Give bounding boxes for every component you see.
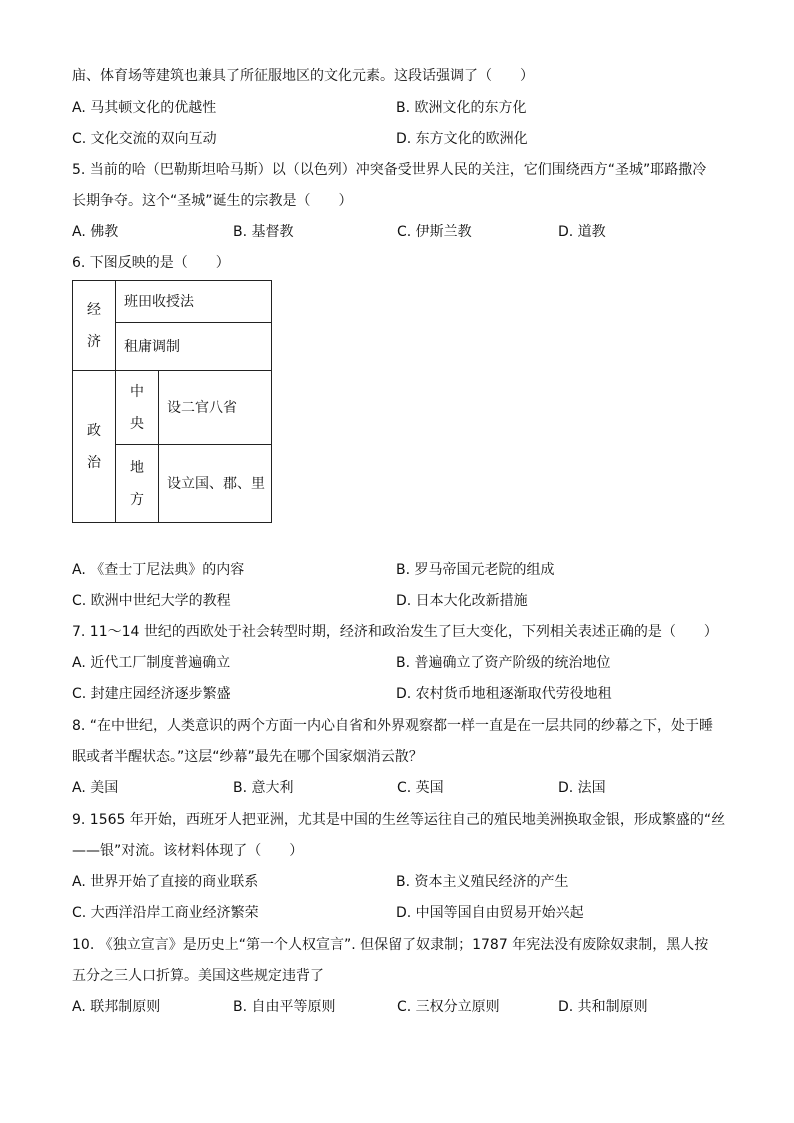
politics-label: 政治 xyxy=(87,422,101,471)
q5-stem-line2: 长期争夺。这个“圣城”诞生的宗教是（ ） xyxy=(72,193,353,209)
q5-option-b: B. 基督教 xyxy=(233,224,294,240)
q6-stem: 6. 下图反映的是（ ） xyxy=(72,255,230,271)
q10-stem-line2: 五分之三人口折算。美国这些规定违背了 xyxy=(72,968,324,984)
economy-label: 经济 xyxy=(87,301,101,350)
local-label-cell xyxy=(116,445,159,523)
q8-option-c: C. 英国 xyxy=(397,780,444,796)
q8-stem-line1: 8. “在中世纪，人类意识的两个方面一内心自省和外界观察都一样一直是在一层共同的纱幕之下，处于睡 xyxy=(72,718,714,734)
local-label: 地方 xyxy=(130,459,144,508)
q6-option-b: B. 罗马帝国元老院的组成 xyxy=(396,562,555,578)
central-item: 设二官八省 xyxy=(159,371,272,445)
q9-option-b: B. 资本主义殖民经济的产生 xyxy=(396,874,569,890)
central-label-cell xyxy=(116,371,159,445)
q4-stem-tail: 庙、体育场等建筑也兼具了所征服地区的文化元素。这段话强调了（ ） xyxy=(72,68,534,84)
q4-option-c: C. 文化交流的双向互动 xyxy=(72,131,217,147)
q7-option-c: C. 封建庄园经济逐步繁盛 xyxy=(72,686,231,702)
q10-option-a: A. 联邦制原则 xyxy=(72,999,161,1015)
economy-item-1: 班田收授法 xyxy=(116,281,272,323)
q6-option-d: D. 日本大化改新措施 xyxy=(396,593,528,609)
q9-stem-line2: ——银”对流。该材料体现了（ ） xyxy=(72,843,304,859)
economy-item-2: 租庸调制 xyxy=(116,323,272,371)
q9-stem-line1: 9. 1565 年开始，西班牙人把亚洲，尤其是中国的生丝等运往自己的殖民地美洲换取金银，形成繁盛的“丝 xyxy=(72,812,726,828)
q7-stem: 7. 11～14 世纪的西欧处于社会转型时期，经济和政治发生了巨大变化，下列相关表述正确的是（ ） xyxy=(72,624,718,640)
q5-option-a: A. 佛教 xyxy=(72,224,119,240)
q6-option-a: A. 《查士丁尼法典》的内容 xyxy=(72,562,245,578)
q5-option-d: D. 道教 xyxy=(558,224,606,240)
q8-option-d: D. 法国 xyxy=(558,780,606,796)
q8-stem-line2: 眠或者半醒状态。”这层“纱幕”最先在哪个国家烟消云散？ xyxy=(72,749,423,765)
q10-option-c: C. 三权分立原则 xyxy=(397,999,500,1015)
q9-option-d: D. 中国等国自由贸易开始兴起 xyxy=(396,905,584,921)
q8-option-b: B. 意大利 xyxy=(233,780,294,796)
q7-option-b: B. 普遍确立了资产阶级的统治地位 xyxy=(396,655,611,671)
q7-option-a: A. 近代工厂制度普遍确立 xyxy=(72,655,231,671)
central-label: 中央 xyxy=(130,383,144,432)
q6-option-c: C. 欧洲中世纪大学的教程 xyxy=(72,593,231,609)
q5-stem-line1: 5. 当前的哈（巴勒斯坦哈马斯）以（以色列）冲突备受世界人民的关注，它们围绕西方“圣城”耶路撒冷 xyxy=(72,162,707,178)
q8-option-a: A. 美国 xyxy=(72,780,119,796)
q6-reform-table xyxy=(72,280,272,523)
q4-option-a: A. 马其顿文化的优越性 xyxy=(72,100,217,116)
q7-option-d: D. 农村货币地租逐渐取代劳役地租 xyxy=(396,686,612,702)
q10-stem-line1: 10. 《独立宣言》是历史上“第一个人权宣言”. 但保留了奴隶制；1787 年宪法没有废除奴隶制，黑人按 xyxy=(72,937,709,953)
q9-option-a: A. 世界开始了直接的商业联系 xyxy=(72,874,259,890)
q5-option-c: C. 伊斯兰教 xyxy=(397,224,472,240)
politics-label-cell xyxy=(73,371,116,523)
q9-option-c: C. 大西洋沿岸工商业经济繁荣 xyxy=(72,905,259,921)
q10-option-d: D. 共和制原则 xyxy=(558,999,648,1015)
q4-option-d: D. 东方文化的欧洲化 xyxy=(396,131,528,147)
economy-label-cell xyxy=(73,281,116,371)
q4-option-b: B. 欧洲文化的东方化 xyxy=(396,100,527,116)
local-item: 设立国、郡、里 xyxy=(159,445,272,523)
q10-option-b: B. 自由平等原则 xyxy=(233,999,336,1015)
